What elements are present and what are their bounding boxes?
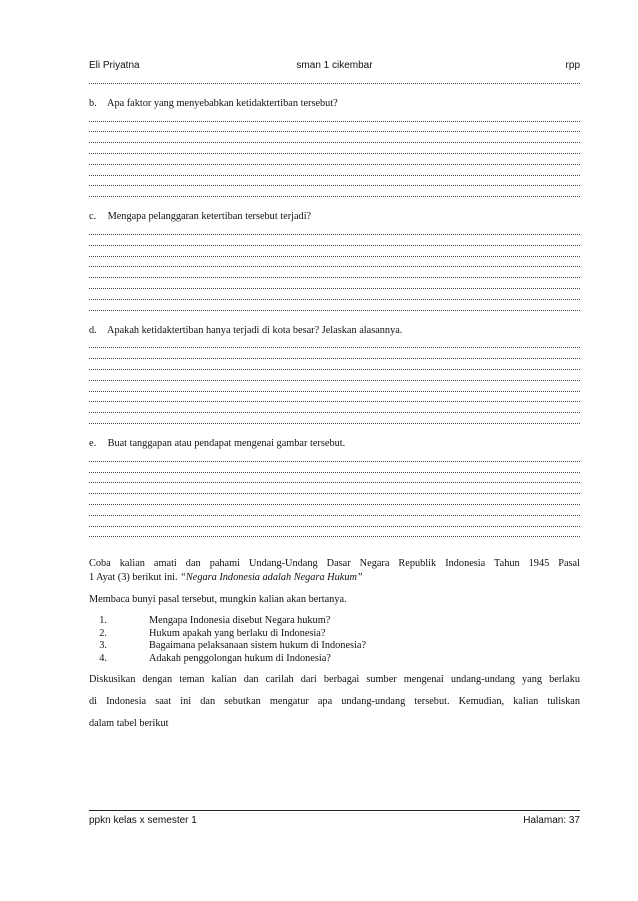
discussion-line-3: dalam tabel berikut	[89, 718, 169, 730]
answer-line	[89, 451, 580, 462]
question-label: c.	[89, 211, 97, 223]
question-text: Apa faktor yang menyebabkan ketidaktertiban tersebut?	[107, 97, 338, 109]
header-school: sman 1 cikembar	[296, 60, 373, 71]
intro-line-2-prefix: 1 Ayat (3) berikut ini.	[89, 572, 178, 584]
list-text: Mengapa Indonesia disebut Negara hukum?	[149, 615, 331, 627]
answer-line	[89, 300, 580, 311]
answer-line	[89, 111, 580, 122]
answer-line	[89, 186, 580, 197]
answer-line	[89, 370, 580, 381]
answer-line	[89, 289, 580, 300]
question-text: Mengapa pelanggaran ketertiban tersebut terjadi?	[107, 211, 312, 223]
answer-line	[89, 132, 580, 143]
intro-line-1: Coba kalian amati dan pahami Undang-Undang Dasar Negara Republik Indonesia Tahun 1945 Pasal	[89, 558, 580, 570]
answer-block-b[interactable]	[89, 111, 580, 197]
answer-line	[89, 73, 580, 84]
question-label: d.	[89, 324, 97, 336]
page-footer	[89, 815, 580, 829]
list-item	[89, 640, 580, 653]
list-text: Bagaimana pelaksanaan sistem hukum di Indonesia?	[149, 640, 367, 652]
list-number: 4.	[99, 652, 107, 664]
answer-line	[89, 392, 580, 403]
list-number: 2.	[99, 627, 107, 639]
question-label: b.	[89, 97, 97, 109]
answer-line	[89, 413, 580, 424]
footer-divider	[89, 810, 580, 811]
answer-line	[89, 154, 580, 165]
discussion-line-2: di Indonesia saat ini dan sebutkan mengatur apa undang-undang tersebut. Kemudian, kalian tuliskan	[89, 696, 580, 708]
question-text: Apakah ketidaktertiban hanya terjadi di kota besar? Jelaskan alasannya.	[107, 324, 403, 336]
prompt-text: Membaca bunyi pasal tersebut, mungkin kalian akan bertanya.	[89, 594, 347, 606]
answer-line	[89, 359, 580, 370]
list-number: 1.	[99, 615, 107, 627]
worksheet-body	[89, 73, 580, 735]
footer-page-number: Halaman: 37	[523, 815, 580, 826]
answer-line	[89, 165, 580, 176]
answer-line	[89, 143, 580, 154]
answer-line	[89, 348, 580, 359]
question-label: e.	[89, 437, 97, 449]
question-c	[89, 210, 580, 224]
answer-line	[89, 235, 580, 246]
answer-line	[89, 505, 580, 516]
list-item	[89, 653, 580, 666]
answer-block-e[interactable]	[89, 451, 580, 537]
answer-line	[89, 402, 580, 413]
answer-line	[89, 338, 580, 349]
header-author: Eli Priyatna	[89, 60, 140, 71]
answer-line	[89, 278, 580, 289]
question-e	[89, 437, 580, 451]
list-item	[89, 628, 580, 641]
answer-line	[89, 527, 580, 538]
question-d	[89, 324, 580, 338]
answer-line	[89, 176, 580, 187]
list-number: 3.	[99, 640, 107, 652]
answer-line	[89, 224, 580, 235]
list-text: Hukum apakah yang berlaku di Indonesia?	[149, 627, 326, 639]
answer-block-c[interactable]	[89, 224, 580, 310]
answer-line	[89, 246, 580, 257]
intro-paragraph	[89, 557, 580, 585]
answer-line	[89, 257, 580, 268]
question-text: Buat tanggapan atau pendapat mengenai gambar tersebut.	[107, 437, 346, 449]
list-item	[89, 615, 580, 628]
answer-block-d[interactable]	[89, 338, 580, 424]
answer-line	[89, 462, 580, 473]
answer-line	[89, 267, 580, 278]
question-b	[89, 97, 580, 111]
answer-line	[89, 473, 580, 484]
page-header	[89, 60, 580, 74]
header-doc-type: rpp	[565, 60, 580, 71]
answer-line	[89, 494, 580, 505]
footer-course: ppkn kelas x semester 1	[89, 815, 197, 826]
question-list	[89, 615, 580, 665]
discussion-paragraph	[89, 669, 580, 735]
discussion-line-1: Diskusikan dengan teman kalian dan carilah dari berbagai sumber mengenai undang-undang yang berlaku	[89, 674, 580, 686]
legal-quote: “Negara Indonesia adalah Negara Hukum”	[180, 572, 363, 584]
answer-line	[89, 381, 580, 392]
answer-line	[89, 122, 580, 133]
list-text: Adakah penggolongan hukum di Indonesia?	[149, 652, 331, 664]
answer-line	[89, 483, 580, 494]
answer-line	[89, 516, 580, 527]
